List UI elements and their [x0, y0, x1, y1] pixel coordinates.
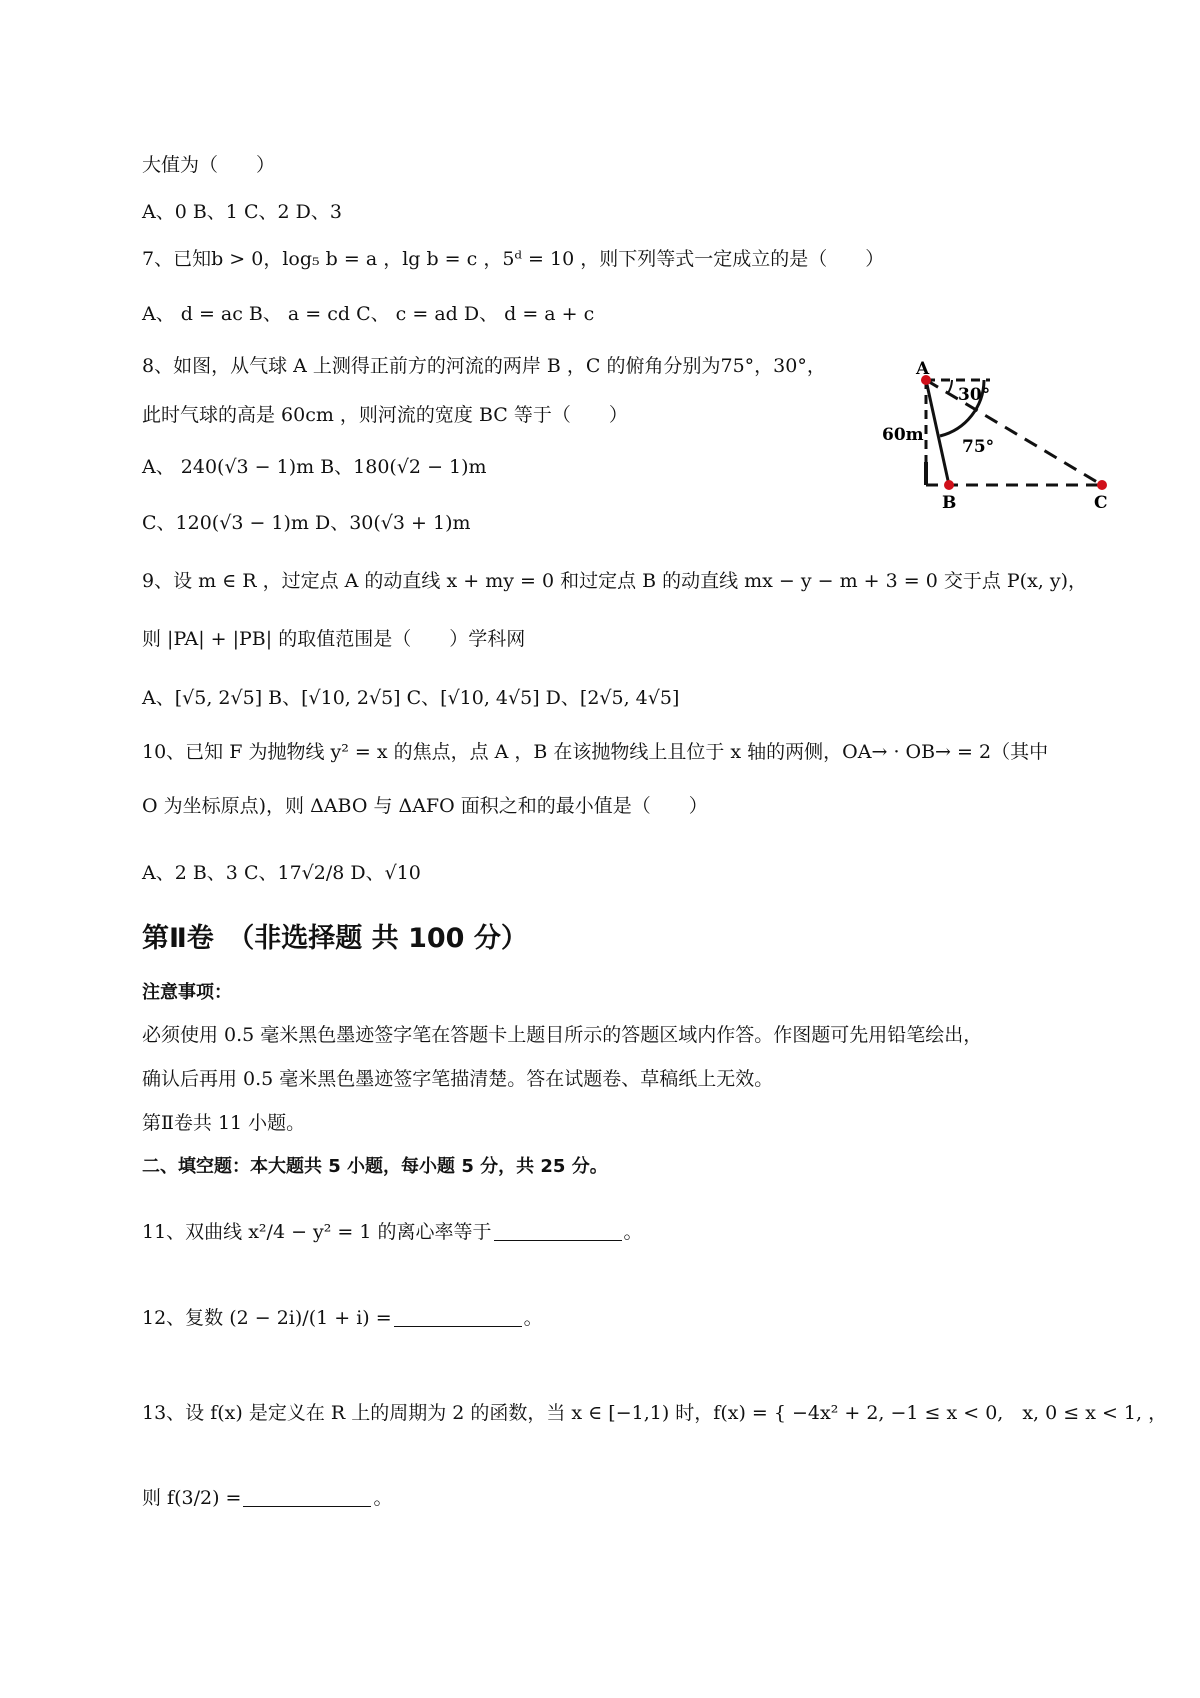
label-angle-75: 75°: [962, 437, 995, 457]
line-q6-options: A、0 B、1 C、2 D、3: [142, 201, 342, 223]
sight-line-b: [926, 380, 949, 485]
line-q7-options: A、 d = ac B、 a = cd C、 c = ad D、 d = a + c: [142, 303, 595, 325]
label-b: B: [942, 493, 957, 513]
notes-paragraph-2: 确认后再用 0.5 毫米黑色墨迹签字笔描清楚。答在试题卷、草稿纸上无效。: [142, 1068, 774, 1090]
line-q7: 7、已知b > 0，log₅ b = a ，lg b = c ，5ᵈ = 10 ，则下列等式一定成立的是（ ）: [142, 248, 885, 270]
line-q8-options-ab: A、 240(√3 − 1)m B、180(√2 − 1)m: [142, 456, 487, 478]
line-q10-cont: O 为坐标原点)，则 ΔABO 与 ΔAFO 面积之和的最小值是（ ）: [142, 795, 708, 817]
line-q8-options-cd: C、120(√3 − 1)m D、30(√3 + 1)m: [142, 512, 471, 534]
label-height: 60m: [882, 425, 924, 445]
label-angle-30: 30°: [958, 385, 991, 405]
line-q9: 9、设 m ∈ R ，过定点 A 的动直线 x + my = 0 和过定点 B 的动直线 mx − y − m + 3 = 0 交于点 P(x, y)，: [142, 570, 1088, 592]
notes-paragraph-1: 必须使用 0.5 毫米黑色墨迹签字笔在答题卡上题目所示的答题区域内作答。作图题可先用铅笔绘出，: [142, 1024, 983, 1046]
answer-blank-q12[interactable]: [394, 1308, 522, 1327]
label-a: A: [916, 360, 930, 379]
line-q8-cont: 此时气球的高是 60cm ，则河流的宽度 BC 等于（ ）: [142, 404, 628, 426]
line-q13: 13、设 f(x) 是定义在 R 上的周期为 2 的函数，当 x ∈ [−1,1) 时，f(x) = { −4x² + 2, −1 ≤ x < 0, x, 0 ≤ x < 1, ，: [142, 1402, 1168, 1424]
line-q13-cont: 则 f(3/2) = 。: [142, 1487, 393, 1509]
fill-in-heading: 二、填空题：本大题共 5 小题，每小题 5 分，共 25 分。: [142, 1156, 608, 1177]
notes-paragraph-3: 第Ⅱ卷共 11 小题。: [142, 1112, 306, 1134]
label-c: C: [1094, 493, 1108, 513]
point-c: [1097, 480, 1107, 490]
section-title: 第Ⅱ卷 （非选择题 共 100 分）: [142, 923, 528, 954]
balloon-river-figure: [880, 360, 1140, 520]
line-q10-options: A、2 B、3 C、17√2/8 D、√10: [142, 862, 421, 884]
line-q9-options: A、[√5, 2√5] B、[√10, 2√5] C、[√10, 4√5] D、[2√5, 4√5]: [142, 687, 680, 709]
line-q11: 11、双曲线 x²/4 − y² = 1 的离心率等于 。: [142, 1221, 643, 1243]
answer-blank-q11[interactable]: [494, 1222, 622, 1241]
line-q8: 8、如图，从气球 A 上测得正前方的河流的两岸 B ，C 的俯角分别为75°，30°，: [142, 355, 826, 377]
angle-arc-30: [948, 380, 952, 393]
point-b: [944, 480, 954, 490]
notes-heading: 注意事项：: [142, 982, 232, 1003]
answer-blank-q13[interactable]: [243, 1488, 371, 1507]
line-q6-tail: 大值为（ ）: [142, 154, 276, 176]
line-q10: 10、已知 F 为抛物线 y² = x 的焦点，点 A ，B 在该抛物线上且位于 x 轴的两侧，OA→ · OB→ = 2（其中: [142, 741, 1049, 763]
line-q9-cont: 则 |PA| + |PB| 的取值范围是（ ）学科网: [142, 628, 526, 650]
line-q12: 12、复数 (2 − 2i)/(1 + i) = 。: [142, 1307, 543, 1329]
